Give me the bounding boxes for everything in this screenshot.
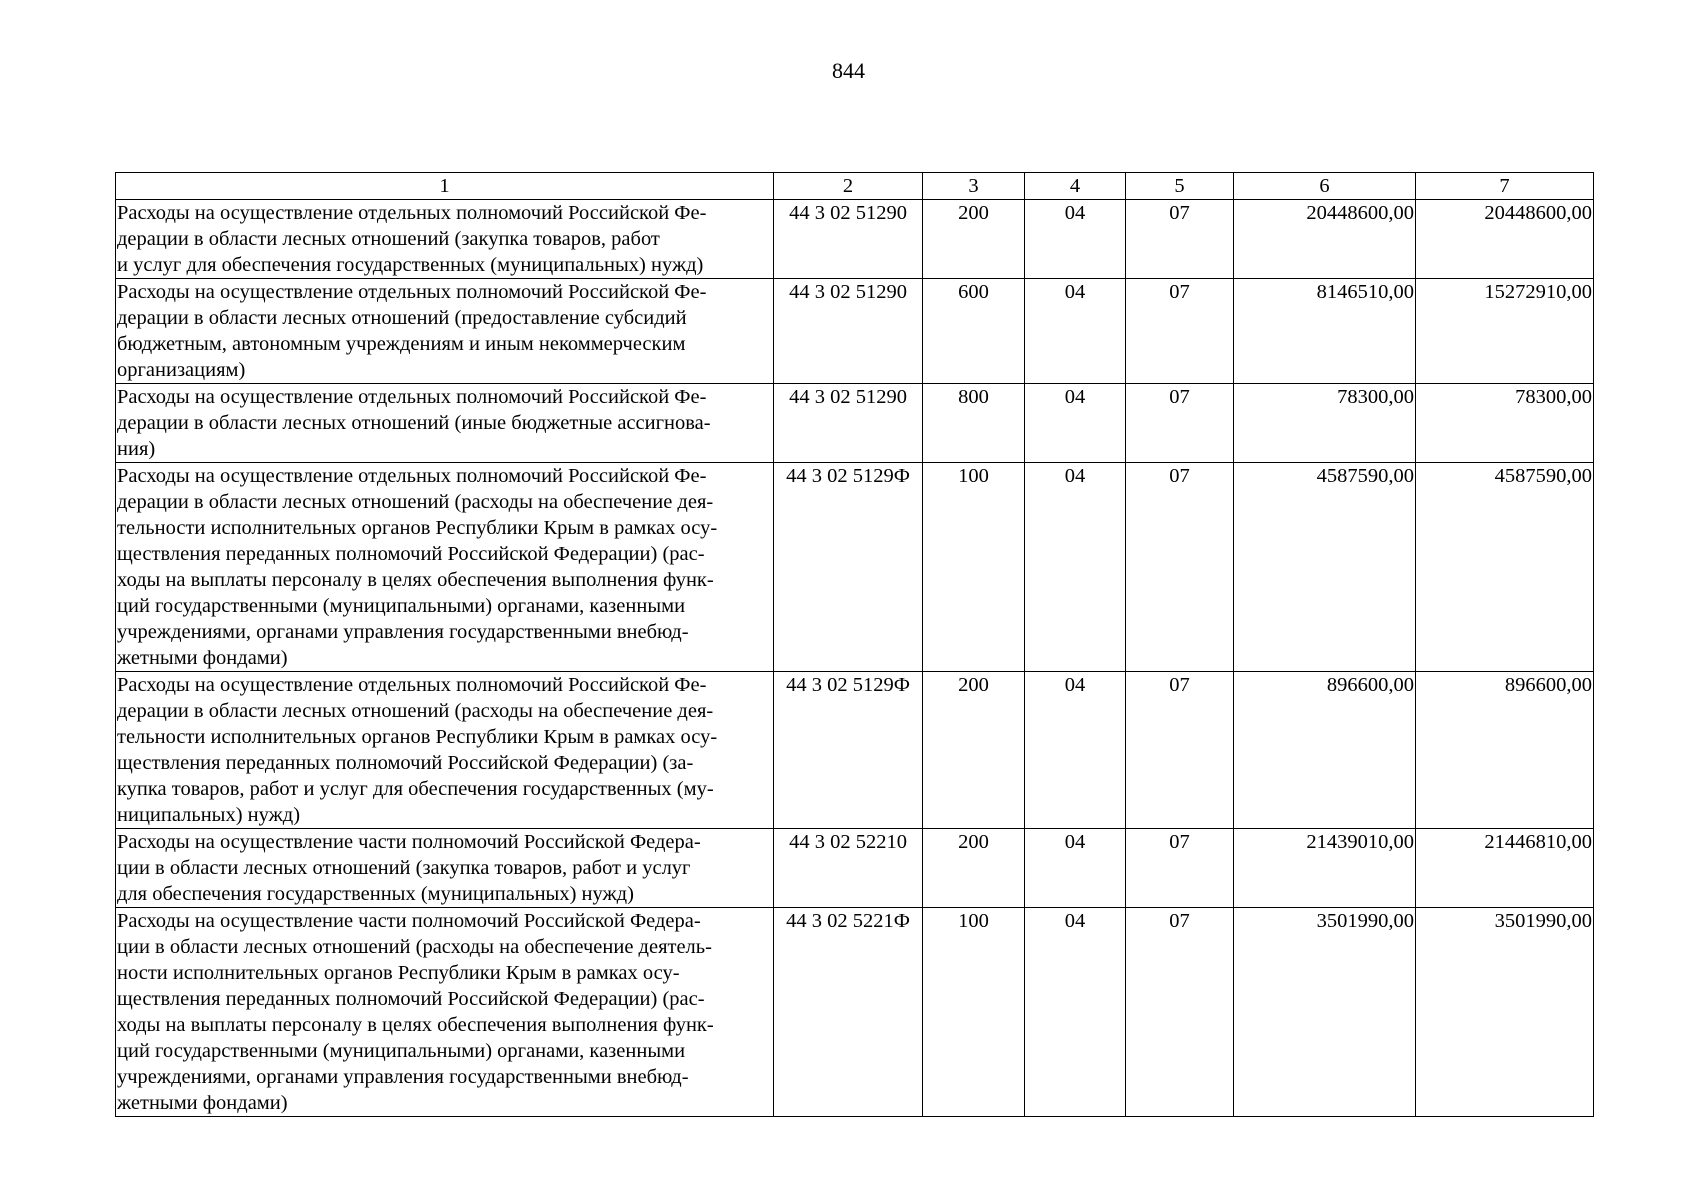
table-row (116, 384, 1594, 463)
expense-type: 100 (923, 463, 1025, 672)
amount-col-6: 8146510,00 (1234, 279, 1416, 384)
budget-table (115, 172, 1594, 1117)
amount-col-6: 21439010,00 (1234, 829, 1416, 908)
expense-description: Расходы на осуществление отдельных полномочий Российской Фе- дерации в области лесных отношений (иные бюджетные ассигнова- ния) (116, 384, 774, 463)
expense-type: 100 (923, 908, 1025, 1117)
section: 04 (1025, 829, 1126, 908)
header-cell-2: 2 (774, 173, 923, 200)
header-cell-5: 5 (1126, 173, 1234, 200)
table-row (116, 672, 1594, 829)
budget-code: 44 3 02 52210 (774, 829, 923, 908)
header-row (116, 173, 1594, 200)
subsection: 07 (1126, 672, 1234, 829)
amount-col-6: 20448600,00 (1234, 200, 1416, 279)
amount-col-6: 4587590,00 (1234, 463, 1416, 672)
amount-col-7: 21446810,00 (1416, 829, 1594, 908)
expense-type: 200 (923, 200, 1025, 279)
subsection: 07 (1126, 908, 1234, 1117)
amount-col-7: 896600,00 (1416, 672, 1594, 829)
expense-type: 800 (923, 384, 1025, 463)
section: 04 (1025, 384, 1126, 463)
expense-type: 200 (923, 672, 1025, 829)
table-row (116, 200, 1594, 279)
budget-code: 44 3 02 51290 (774, 384, 923, 463)
subsection: 07 (1126, 463, 1234, 672)
amount-col-7: 78300,00 (1416, 384, 1594, 463)
subsection: 07 (1126, 829, 1234, 908)
section: 04 (1025, 279, 1126, 384)
table-row (116, 279, 1594, 384)
header-cell-1: 1 (116, 173, 774, 200)
expense-description: Расходы на осуществление отдельных полномочий Российской Фе- дерации в области лесных отношений (закупка товаров, работ и услуг для обеспечения государственных (муниципальных) нужд) (116, 200, 774, 279)
expense-type: 200 (923, 829, 1025, 908)
table-row (116, 829, 1594, 908)
expense-type: 600 (923, 279, 1025, 384)
section: 04 (1025, 672, 1126, 829)
amount-col-6: 896600,00 (1234, 672, 1416, 829)
header-cell-3: 3 (923, 173, 1025, 200)
subsection: 07 (1126, 384, 1234, 463)
amount-col-6: 3501990,00 (1234, 908, 1416, 1117)
expense-description: Расходы на осуществление отдельных полномочий Российской Фе- дерации в области лесных отношений (расходы на обеспечение дея- тельности исполнительных органов Республики Крым в рамках осу- ществления переданных полномочий Российской Федерации) (за- купка товаров, работ и услуг для обеспечения государственных (му- ниципальных) нужд) (116, 672, 774, 829)
budget-code: 44 3 02 5129Ф (774, 672, 923, 829)
budget-code: 44 3 02 51290 (774, 200, 923, 279)
expense-description: Расходы на осуществление части полномочий Российской Федера- ции в области лесных отношений (закупка товаров, работ и услуг для обеспечения государственных (муниципальных) нужд) (116, 829, 774, 908)
budget-code: 44 3 02 5221Ф (774, 908, 923, 1117)
expense-description: Расходы на осуществление отдельных полномочий Российской Фе- дерации в области лесных отношений (предоставление субсидий бюджетным, автономным учреждениям и иным некоммерческим организациям) (116, 279, 774, 384)
amount-col-7: 20448600,00 (1416, 200, 1594, 279)
expense-description: Расходы на осуществление части полномочий Российской Федера- ции в области лесных отношений (расходы на обеспечение деятель- ности исполнительных органов Республики Крым в рамках осу- ществления переданных полномочий Российской Федерации) (рас- ходы на выплаты персоналу в целях обеспечения выполнения функ- ций государственными (муниципальными) органами, казенными учреждениями, органами управления государственными внебюд- жетными фондами) (116, 908, 774, 1117)
subsection: 07 (1126, 279, 1234, 384)
section: 04 (1025, 463, 1126, 672)
budget-code: 44 3 02 51290 (774, 279, 923, 384)
expense-description: Расходы на осуществление отдельных полномочий Российской Фе- дерации в области лесных отношений (расходы на обеспечение дея- тельности исполнительных органов Республики Крым в рамках осу- ществления переданных полномочий Российской Федерации) (рас- ходы на выплаты персоналу в целях обеспечения выполнения функ- ций государственными (муниципальными) органами, казенными учреждениями, органами управления государственными внебюд- жетными фондами) (116, 463, 774, 672)
table-row (116, 908, 1594, 1117)
budget-code: 44 3 02 5129Ф (774, 463, 923, 672)
header-cell-6: 6 (1234, 173, 1416, 200)
amount-col-7: 4587590,00 (1416, 463, 1594, 672)
amount-col-6: 78300,00 (1234, 384, 1416, 463)
header-cell-4: 4 (1025, 173, 1126, 200)
amount-col-7: 15272910,00 (1416, 279, 1594, 384)
section: 04 (1025, 200, 1126, 279)
section: 04 (1025, 908, 1126, 1117)
page-number: 844 (832, 58, 865, 83)
subsection: 07 (1126, 200, 1234, 279)
amount-col-7: 3501990,00 (1416, 908, 1594, 1117)
header-cell-7: 7 (1416, 173, 1594, 200)
table-row (116, 463, 1594, 672)
